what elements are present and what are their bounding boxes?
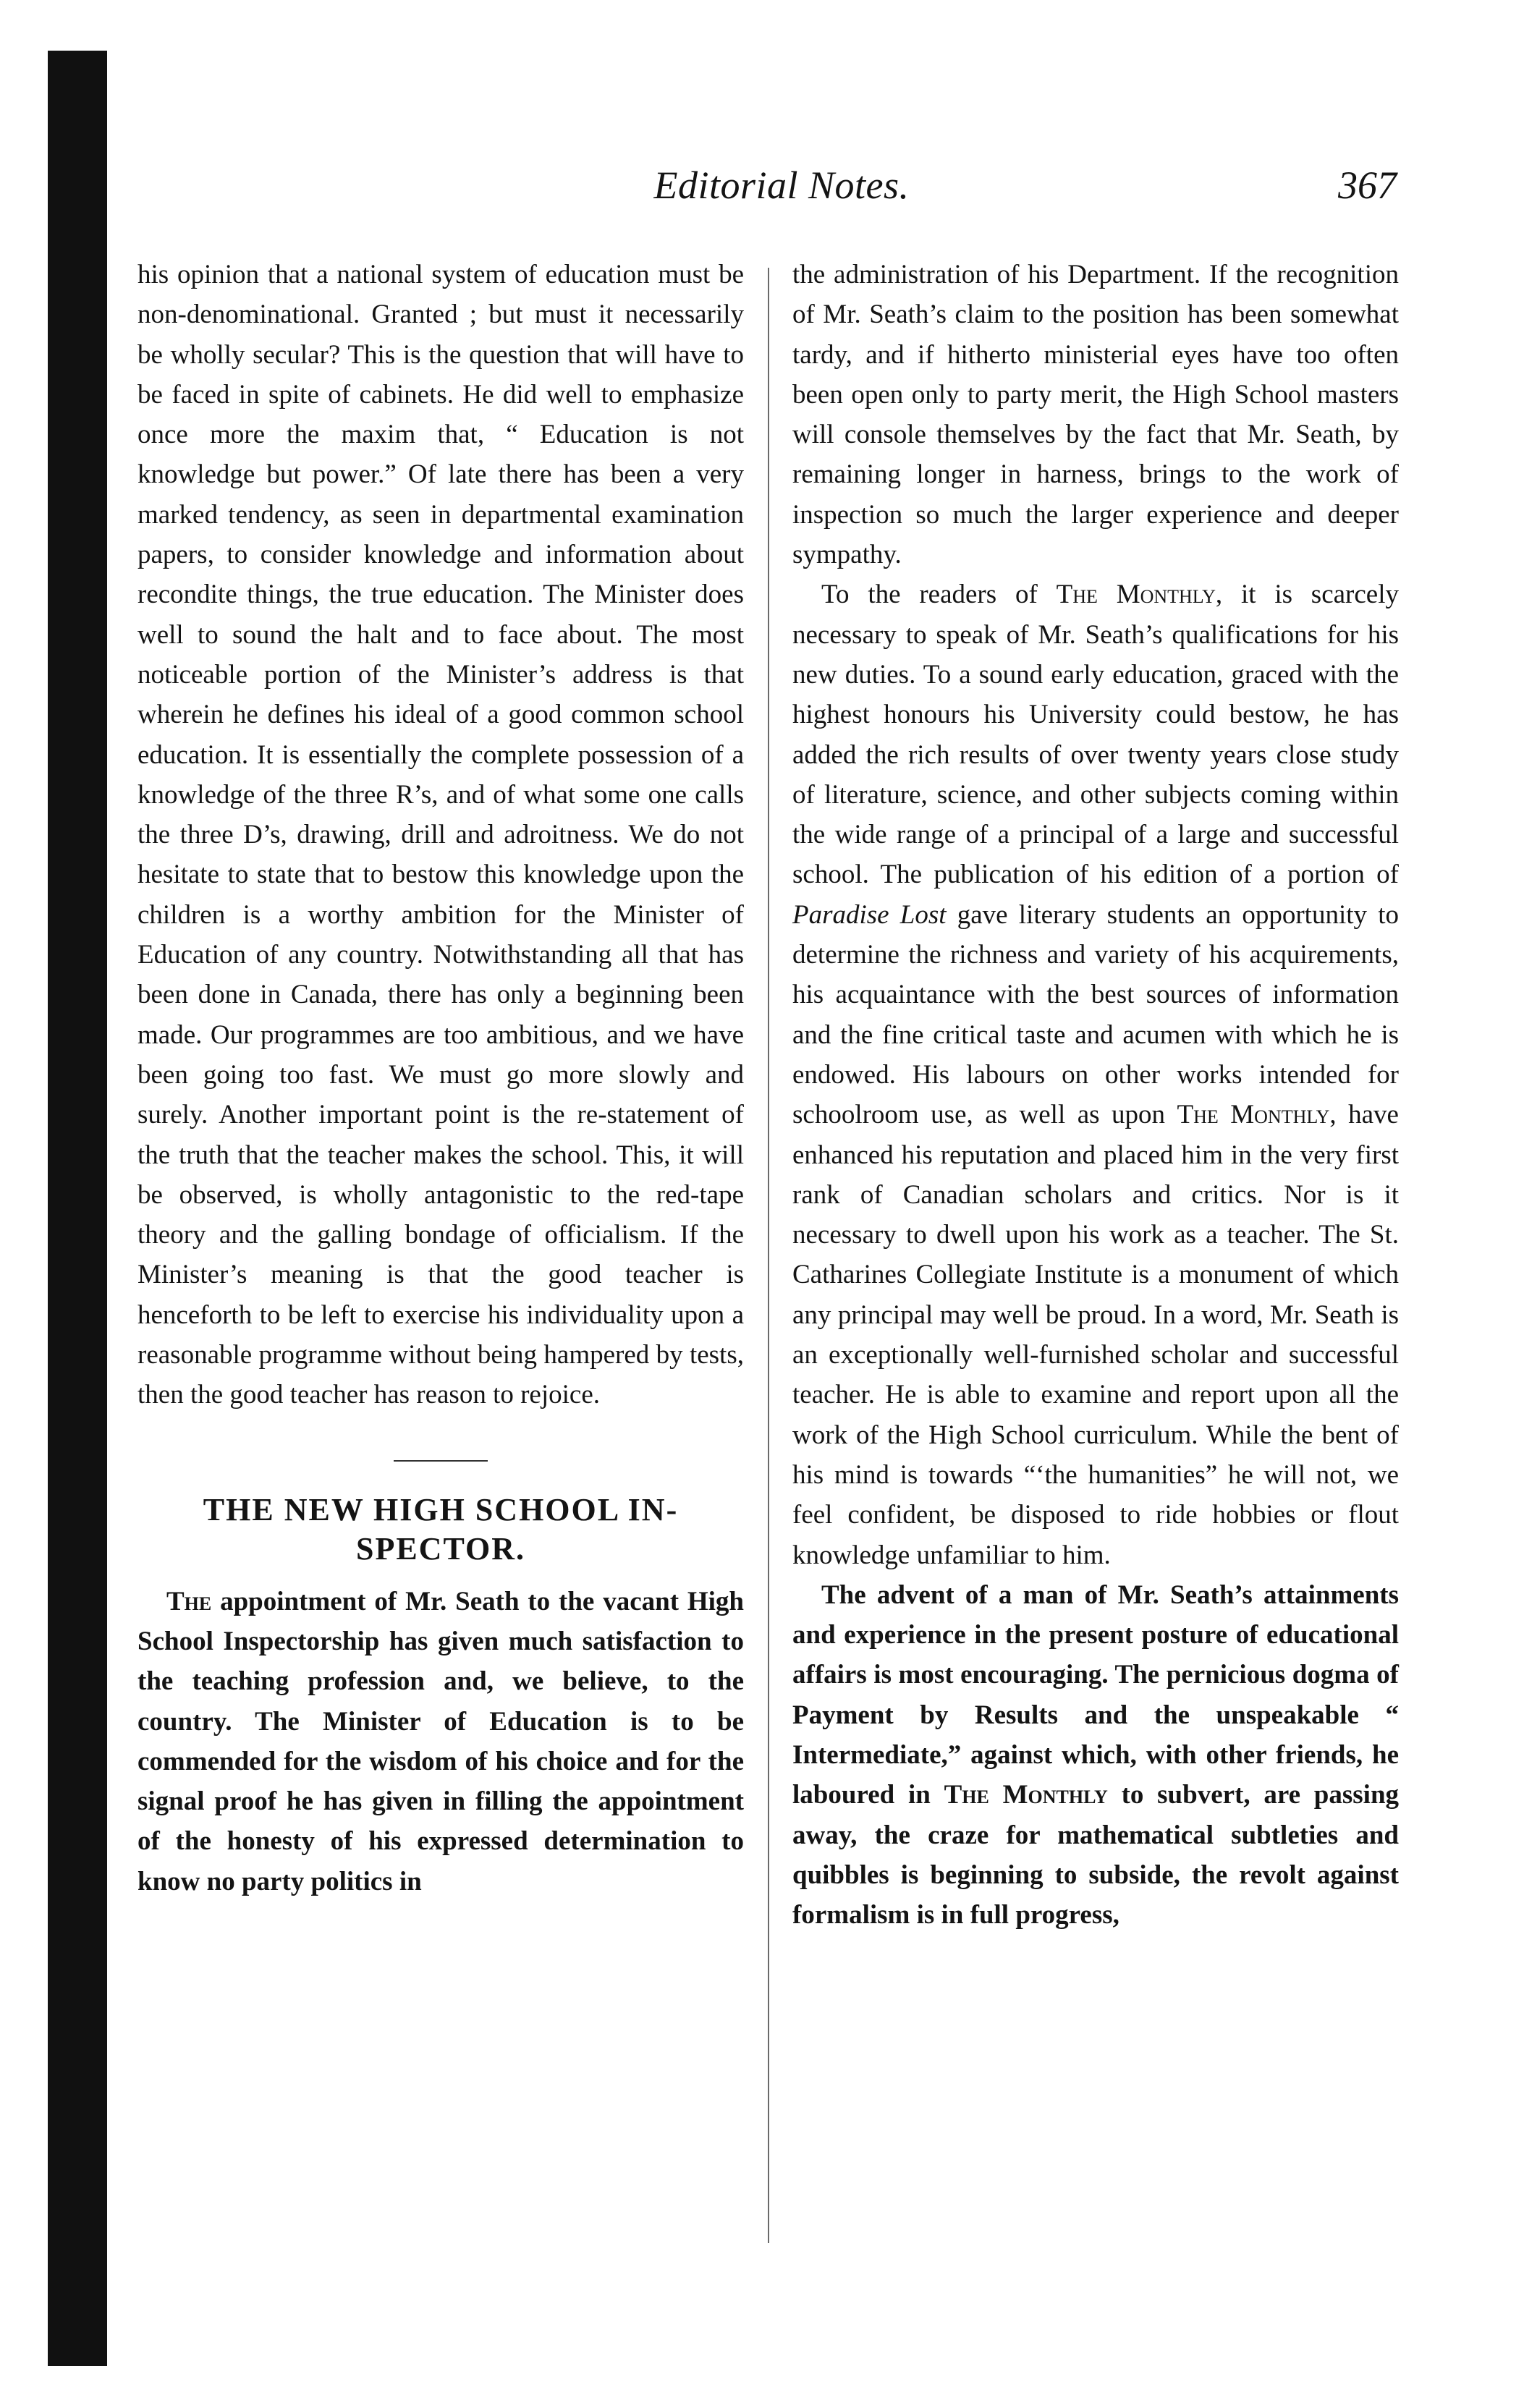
right-paragraph-3 bbox=[792, 1575, 1399, 1936]
page-number: 367 bbox=[1338, 164, 1397, 207]
p2-text-b: , it is scarcely necessary to speak of Mr. Seath’s qualifications for his new duties. To a sound early education, graced with the highest honours his University could bestow, he has added the rich results of over twenty years close study of literature, science, and other subjects coming within the wide range of a principal of a large and successful school. The publication of his edition of a portion of bbox=[792, 580, 1399, 890]
section-heading bbox=[137, 1491, 744, 1569]
running-header bbox=[166, 163, 1397, 221]
running-title: Editorial Notes. bbox=[653, 164, 910, 207]
book-title: Paradise Lost bbox=[792, 899, 947, 930]
p2-text-d: , have enhanced his reputation and placed him in the very first rank of Canadian scholars and critics. Nor is it necessary to dwell upon his work as a teacher. The St. Catharines Collegiate Institute is a monument of which any principal may well be proud. In a word, Mr. Seath is an exceptionally well-furnished scholar and successful teacher. He is able to examine and report upon all the work of the High School curriculum. While the bent of his mind is towards “‘the humanities” he will not, we feel confident, be disposed to ride hobbies or flout knowledge unfamiliar to him. bbox=[792, 1100, 1399, 1570]
section-heading-line-2: SPECTOR. bbox=[355, 1530, 526, 1567]
left-column bbox=[137, 255, 744, 1902]
column-divider bbox=[768, 268, 769, 2243]
section-heading-line-1: THE NEW HIGH SCHOOL IN- bbox=[203, 1491, 679, 1527]
monthly-name-1: The Monthly bbox=[1056, 580, 1216, 610]
section-divider-rule bbox=[394, 1460, 488, 1462]
right-paragraph-1: the administration of his Department. If the recognition of Mr. Seath’s claim to the position has been somewhat tardy, and if hitherto ministerial eyes have too often been open only to party merit, the High School masters will console themselves by the fact that Mr. Seath, by remaining longer in harness, brings to the work of inspection so much the larger experience and deeper sympathy. bbox=[792, 260, 1399, 570]
p2-text-a: To the readers of bbox=[821, 580, 1038, 610]
section-paragraph-text: appointment of Mr. Seath to the vacant High School Inspectorship has given much satisfaction to the teaching profession and, we believe, to the country. The Minister of Education is to be commended for the wisdom of his choice and for the signal proof he has given in filling the appointment of the honesty of his expressed determination to know no party politics in bbox=[137, 1586, 744, 1896]
section-opening-paragraph bbox=[137, 1582, 744, 1902]
right-column bbox=[792, 255, 1399, 1935]
p3-text-a: The advent of a man of Mr. Seath’s attainments and experience in the present posture of educational affairs is most encouraging. The pernicious dogma of Payment by Results and the unspeakable “ Intermediate,” against which, with other friends, he laboured in bbox=[792, 1580, 1399, 1810]
scan-binding-edge bbox=[48, 51, 107, 2366]
continuation-paragraph: his opinion that a national system of education must be non-denominational. Granted ; but must it necessarily be wholly secular? This is the question that will have to be faced in spite of cabinets. He did well to emphasize once more the maxim that, “ Education is not knowledge but power.” Of late there has been a very marked tendency, as seen in departmental examination papers, to consider knowledge and information about recondite things, the true education. The Minister does well to sound the halt and to face about. The most noticeable portion of the Minister’s address is that wherein he defines his ideal of a good common school education. It is essentially the complete possession of a knowledge of the three R’s, and of what some one calls the three D’s, drawing, drill and adroitness. We do not hesitate to state that to bestow this knowledge upon the children is a worthy ambition for the Minister of Education of any country. Notwithstanding all that has been done in Canada, there has only a beginning been made. Our programmes are too ambitious, and we have been going too fast. We must go more slowly and surely. Another important point is the re-statement of the truth that the teacher makes the school. This, it will be observed, is wholly antagonistic to the red-tape theory and the galling bondage of officialism. If the Minister’s meaning is that the good teacher is henceforth to be left to exercise his individuality upon a reasonable programme without being hampered by tests, then the good teacher has reason to rejoice. bbox=[137, 260, 744, 1410]
p2-text-c: gave literary students an opportunity to determine the richness and variety of his acquirements, his acquaintance with the best sources of information and the fine critical taste and acumen with which he is endowed. His labours on other works intended for schoolroom use, as well as upon bbox=[792, 899, 1399, 1130]
monthly-name-3: The Monthly bbox=[944, 1780, 1108, 1810]
right-paragraph-2 bbox=[792, 575, 1399, 1574]
p3-text-b: to subvert, are passing away, the craze for mathematical subtleties and quibbles is beginning to subside, the revolt against formalism is in full progress, bbox=[792, 1780, 1400, 1930]
section-lead-word: The bbox=[166, 1586, 212, 1616]
monthly-name-2: The Monthly bbox=[1177, 1100, 1330, 1130]
